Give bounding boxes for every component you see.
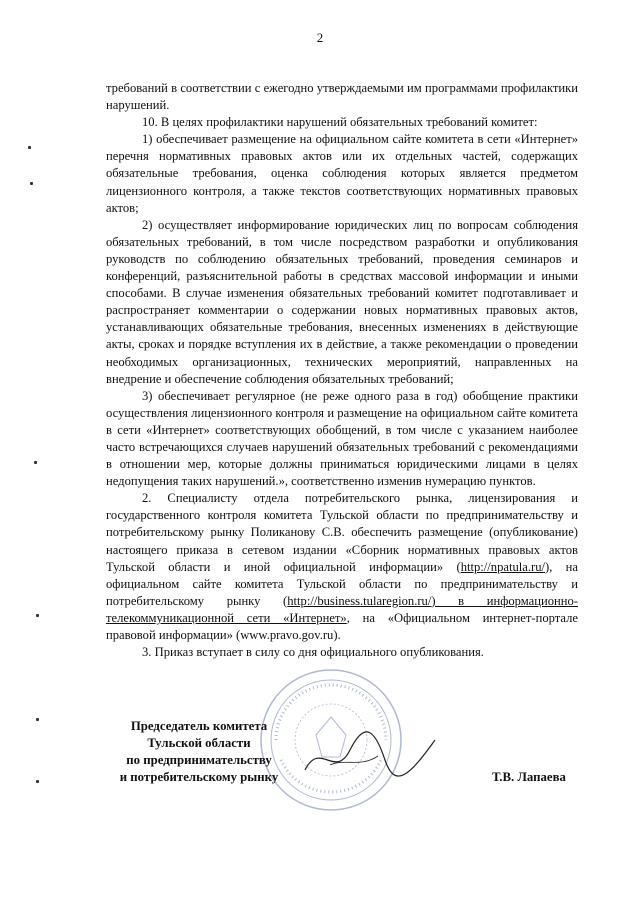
scan-mark bbox=[34, 461, 37, 464]
scan-mark bbox=[36, 780, 39, 783]
paragraph-subitem-1: 1) обеспечивает размещение на официальном сайте комитета в сети «Интернет» перечня нормативных правовых актов или их отдельных частей, содержащих обязательные требования, оценка соблюдения которых является предметом лицензионного контроля, а также текстов соответствующих нормативных правовых актов; bbox=[106, 132, 578, 215]
page-number: 2 bbox=[316, 30, 324, 45]
handwritten-signature bbox=[300, 720, 440, 790]
paragraph-item-2-text-c: , на «Официальном интернет-портале правовой информации» (www.pravo.gov.ru). bbox=[106, 610, 578, 642]
scan-mark bbox=[28, 146, 31, 149]
document-body bbox=[106, 80, 578, 661]
paragraph-subitem-2: 2) осуществляет информирование юридических лиц по вопросам соблюдения обязательных требований, в том числе посредством разработки и опубликования руководств по соблюдению обязательных требований, проведения семинаров и конференций, разъяснительной работы в средствах массовой информации и иными способами. В случае изменения обязательных требований комитет подготавливает и распространяет комментарии о содержании новых нормативных правовых актов, устанавливающих обязательные требования, внесенных изменениях в действующие акты, сроках и порядке вступления их в действие, а также рекомендации о проведении необходимых организационных, технических мероприятий, направленных на внедрение и обеспечение соблюдения обязательных требований; bbox=[106, 217, 578, 386]
signatory-position bbox=[104, 718, 294, 786]
paragraph-subitem-3: 3) обеспечивает регулярное (не реже одного раза в год) обобщение практики осуществления лицензионного контроля и размещение на официальном сайте комитета в сети «Интернет» соответствующих обобщений, в том числе с указанием наиболее часто встречающихся случаев нарушений обязательных требований с рекомендациями в отношении мер, которые должны приниматься юридическими лицами в целях недопущения таких нарушений.», соответственно изменив нумерацию пунктов. bbox=[106, 388, 578, 489]
npatula-link[interactable]: http://npatula.ru/ bbox=[460, 559, 545, 574]
business-tularegion-link[interactable]: http://business.tularegion.ru/) в информационно-телекоммуникационной сети «Интернет» bbox=[106, 593, 578, 625]
paragraph-item-2-text-b: ), на официальном сайте комитета Тульской области по предпринимательству и потребительскому рынку ( bbox=[106, 559, 579, 608]
position-line-2: Тульской области bbox=[147, 736, 251, 750]
scan-mark bbox=[30, 182, 33, 185]
paragraph-item-2-text-a: 2. Специалисту отдела потребительского рынка, лицензирования и государственного контроля комитета Тульской области по предпринимательству и потребительскому рынку Поликанову С.В. обеспечить размещение (опубликование) настоящего приказа в сетевом издании «Сборник нормативных правовых актов Тульской области и иной официальной информации» ( bbox=[106, 491, 578, 574]
scan-mark bbox=[36, 614, 39, 617]
paragraph-item-3: 3. Приказ вступает в силу со дня официального опубликования. bbox=[142, 645, 484, 660]
position-line-1: Председатель комитета bbox=[130, 719, 268, 733]
signatory-name: Т.В. Лапаева bbox=[492, 770, 566, 784]
paragraph-item-2 bbox=[106, 490, 578, 644]
position-line-4: и потребительскому рынку bbox=[119, 770, 279, 784]
position-line-3: по предпринимательству bbox=[126, 753, 272, 767]
paragraph-continuation: требований в соответствии с ежегодно утверждаемыми им программами профилактики нарушений. bbox=[106, 81, 578, 113]
scan-mark bbox=[36, 718, 39, 721]
paragraph-item-10: 10. В целях профилактики нарушений обязательных требований комитет: bbox=[142, 115, 538, 130]
